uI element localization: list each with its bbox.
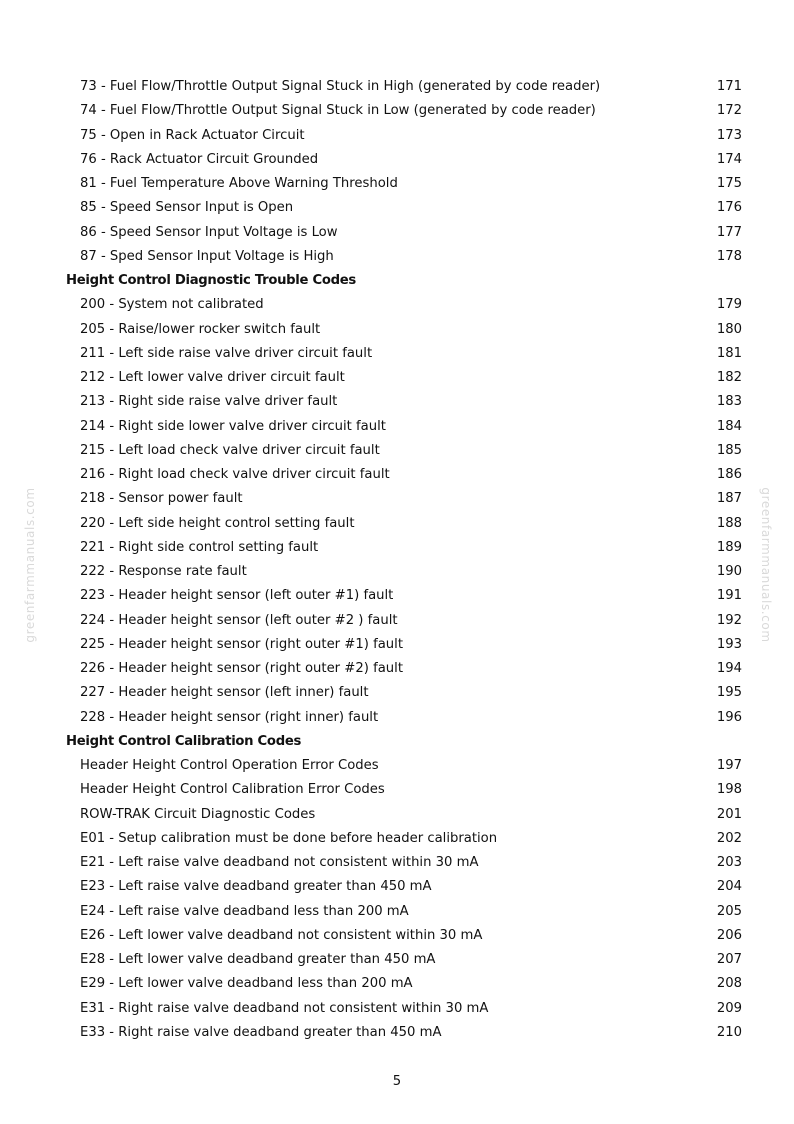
toc-entry-title: 74 - Fuel Flow/Throttle Output Signal Stuck in Low (generated by code reader) xyxy=(80,103,596,119)
toc-entry-page-number: 188 xyxy=(716,515,742,531)
toc-entry-title: 224 - Header height sensor (left outer #2 ) fault xyxy=(80,612,398,628)
toc-entry[interactable] xyxy=(0,76,794,100)
toc-entry-title: 86 - Speed Sensor Input Voltage is Low xyxy=(80,224,338,240)
toc-entry[interactable] xyxy=(0,149,794,173)
toc-entry[interactable] xyxy=(0,973,794,997)
toc-entry-title: E24 - Left raise valve deadband less than 200 mA xyxy=(80,903,409,919)
toc-entry[interactable] xyxy=(0,682,794,706)
toc-entry[interactable] xyxy=(0,222,794,246)
toc-entry[interactable] xyxy=(0,998,794,1022)
toc-entry-title: 205 - Raise/lower rocker switch fault xyxy=(80,321,321,337)
toc-entry-title: 228 - Header height sensor (right inner) fault xyxy=(80,709,379,725)
section-heading-row xyxy=(0,270,794,294)
toc-entry-title: 87 - Sped Sensor Input Voltage is High xyxy=(80,248,334,264)
toc-entry-title: 73 - Fuel Flow/Throttle Output Signal Stuck in High (generated by code reader) xyxy=(80,79,601,94)
toc-entry-title: 222 - Response rate fault xyxy=(80,564,247,579)
toc-entry[interactable] xyxy=(0,561,794,585)
toc-entry-page-number: 209 xyxy=(716,1000,742,1016)
toc-entry-page-number: 201 xyxy=(716,806,742,822)
toc-entry[interactable] xyxy=(0,537,794,561)
toc-entry-page-number: 203 xyxy=(716,855,742,870)
toc-entry-title: 216 - Right load check valve driver circuit fault xyxy=(80,467,390,482)
toc-entry-page-number: 210 xyxy=(716,1024,742,1040)
toc-entry-title: 221 - Right side control setting fault xyxy=(80,539,319,555)
toc-entry[interactable] xyxy=(0,755,794,779)
toc-entry-title: 214 - Right side lower valve driver circuit fault xyxy=(80,418,386,434)
toc-entry-page-number: 185 xyxy=(716,442,742,458)
toc-entry-title: E21 - Left raise valve deadband not consistent within 30 mA xyxy=(80,855,479,870)
toc-entry-page-number: 171 xyxy=(716,79,742,94)
toc-entry-title: Header Height Control Operation Error Codes xyxy=(80,758,379,773)
toc-entry[interactable] xyxy=(0,779,794,803)
toc-entry-title: 227 - Header height sensor (left inner) fault xyxy=(80,685,369,701)
toc-entry-page-number: 176 xyxy=(716,200,742,216)
toc-entry-page-number: 183 xyxy=(716,394,742,410)
toc-entry-title: 211 - Left side raise valve driver circuit fault xyxy=(80,345,373,361)
toc-entry-title: E26 - Left lower valve deadband not consistent within 30 mA xyxy=(80,927,483,943)
toc-entry[interactable] xyxy=(0,925,794,949)
toc-entry-page-number: 181 xyxy=(716,345,742,361)
toc-entry[interactable] xyxy=(0,804,794,828)
toc-entry-page-number: 174 xyxy=(716,151,742,167)
toc-entry[interactable] xyxy=(0,634,794,658)
toc-entry-title: 226 - Header height sensor (right outer #2) fault xyxy=(80,661,403,676)
toc-entry-page-number: 207 xyxy=(716,952,742,967)
toc-entry-title: 215 - Left load check valve driver circuit fault xyxy=(80,442,380,458)
toc-entry[interactable] xyxy=(0,246,794,270)
toc-entry[interactable] xyxy=(0,100,794,124)
toc-entry-title: Header Height Control Calibration Error Codes xyxy=(80,782,385,798)
toc-entry[interactable] xyxy=(0,197,794,221)
toc-entry-title: E29 - Left lower valve deadband less than 200 mA xyxy=(80,976,413,992)
toc-entry-page-number: 177 xyxy=(716,224,742,240)
toc-entry[interactable] xyxy=(0,852,794,876)
toc-entry-page-number: 204 xyxy=(716,879,742,895)
toc-entry[interactable] xyxy=(0,294,794,318)
toc-entry-page-number: 186 xyxy=(716,467,742,482)
toc-entry-page-number: 197 xyxy=(716,758,742,773)
toc-entry[interactable] xyxy=(0,319,794,343)
toc-entry-title: E01 - Setup calibration must be done before header calibration xyxy=(80,830,498,846)
toc-entry[interactable] xyxy=(0,949,794,973)
table-of-contents xyxy=(0,76,794,1046)
toc-entry-title: E23 - Left raise valve deadband greater than 450 mA xyxy=(80,879,432,895)
toc-entry-page-number: 192 xyxy=(716,612,742,628)
toc-entry[interactable] xyxy=(0,610,794,634)
toc-entry-page-number: 184 xyxy=(716,418,742,434)
toc-entry[interactable] xyxy=(0,707,794,731)
toc-entry-title: E31 - Right raise valve deadband not consistent within 30 mA xyxy=(80,1000,489,1016)
toc-entry-page-number: 179 xyxy=(716,297,742,313)
toc-entry-page-number: 202 xyxy=(716,830,742,846)
toc-entry[interactable] xyxy=(0,173,794,197)
toc-entry[interactable] xyxy=(0,440,794,464)
toc-entry-page-number: 193 xyxy=(716,636,742,652)
toc-entry-title: 220 - Left side height control setting fault xyxy=(80,515,355,531)
toc-entry-page-number: 187 xyxy=(716,491,742,507)
toc-entry[interactable] xyxy=(0,876,794,900)
toc-entry-page-number: 172 xyxy=(716,103,742,119)
toc-entry-title: E33 - Right raise valve deadband greater than 450 mA xyxy=(80,1024,442,1040)
watermark-left: greenfarmmanuals.com xyxy=(23,487,37,643)
toc-entry-page-number: 208 xyxy=(716,976,742,992)
toc-entry-title: 218 - Sensor power fault xyxy=(80,491,243,507)
toc-entry-title: E28 - Left lower valve deadband greater than 450 mA xyxy=(80,952,436,967)
toc-entry-page-number: 190 xyxy=(716,564,742,579)
toc-entry[interactable] xyxy=(0,513,794,537)
toc-entry-page-number: 178 xyxy=(716,248,742,264)
toc-entry[interactable] xyxy=(0,464,794,488)
toc-entry[interactable] xyxy=(0,391,794,415)
toc-entry-page-number: 189 xyxy=(716,539,742,555)
toc-entry-title: 200 - System not calibrated xyxy=(80,297,264,313)
toc-entry-title: 85 - Speed Sensor Input is Open xyxy=(80,200,294,216)
toc-entry[interactable] xyxy=(0,125,794,149)
toc-entry[interactable] xyxy=(0,343,794,367)
toc-entry-page-number: 175 xyxy=(716,176,742,191)
toc-entry-title: 75 - Open in Rack Actuator Circuit xyxy=(80,127,305,143)
toc-entry-title: 76 - Rack Actuator Circuit Grounded xyxy=(80,151,319,167)
toc-entry-page-number: 195 xyxy=(716,685,742,701)
toc-entry-title: 223 - Header height sensor (left outer #1) fault xyxy=(80,588,394,604)
toc-entry-page-number: 182 xyxy=(716,370,742,385)
toc-entry-page-number: 198 xyxy=(716,782,742,798)
toc-entry-page-number: 196 xyxy=(716,709,742,725)
toc-entry[interactable] xyxy=(0,901,794,925)
toc-entry[interactable] xyxy=(0,488,794,512)
toc-entry-title: 225 - Header height sensor (right outer #1) fault xyxy=(80,636,403,652)
section-heading: Height Control Diagnostic Trouble Codes xyxy=(66,273,356,288)
toc-entry[interactable] xyxy=(0,828,794,852)
page-number: 5 xyxy=(392,1074,402,1089)
toc-entry-page-number: 206 xyxy=(716,927,742,943)
toc-entry[interactable] xyxy=(0,416,794,440)
toc-entry-title: 81 - Fuel Temperature Above Warning Threshold xyxy=(80,176,398,191)
section-heading-row xyxy=(0,731,794,755)
toc-entry-title: ROW-TRAK Circuit Diagnostic Codes xyxy=(80,806,316,822)
section-heading: Height Control Calibration Codes xyxy=(66,733,302,749)
toc-entry[interactable] xyxy=(0,658,794,682)
toc-entry-page-number: 180 xyxy=(716,321,742,337)
toc-entry-page-number: 191 xyxy=(716,588,742,604)
toc-entry-title: 212 - Left lower valve driver circuit fault xyxy=(80,370,345,385)
toc-entry[interactable] xyxy=(0,367,794,391)
toc-entry-title: 213 - Right side raise valve driver fault xyxy=(80,394,338,410)
toc-entry[interactable] xyxy=(0,585,794,609)
watermark-right: greenfarmmanuals.com xyxy=(759,487,773,643)
toc-entry[interactable] xyxy=(0,1022,794,1046)
toc-entry-page-number: 205 xyxy=(716,903,742,919)
toc-entry-page-number: 194 xyxy=(716,661,742,676)
toc-entry-page-number: 173 xyxy=(716,127,742,143)
